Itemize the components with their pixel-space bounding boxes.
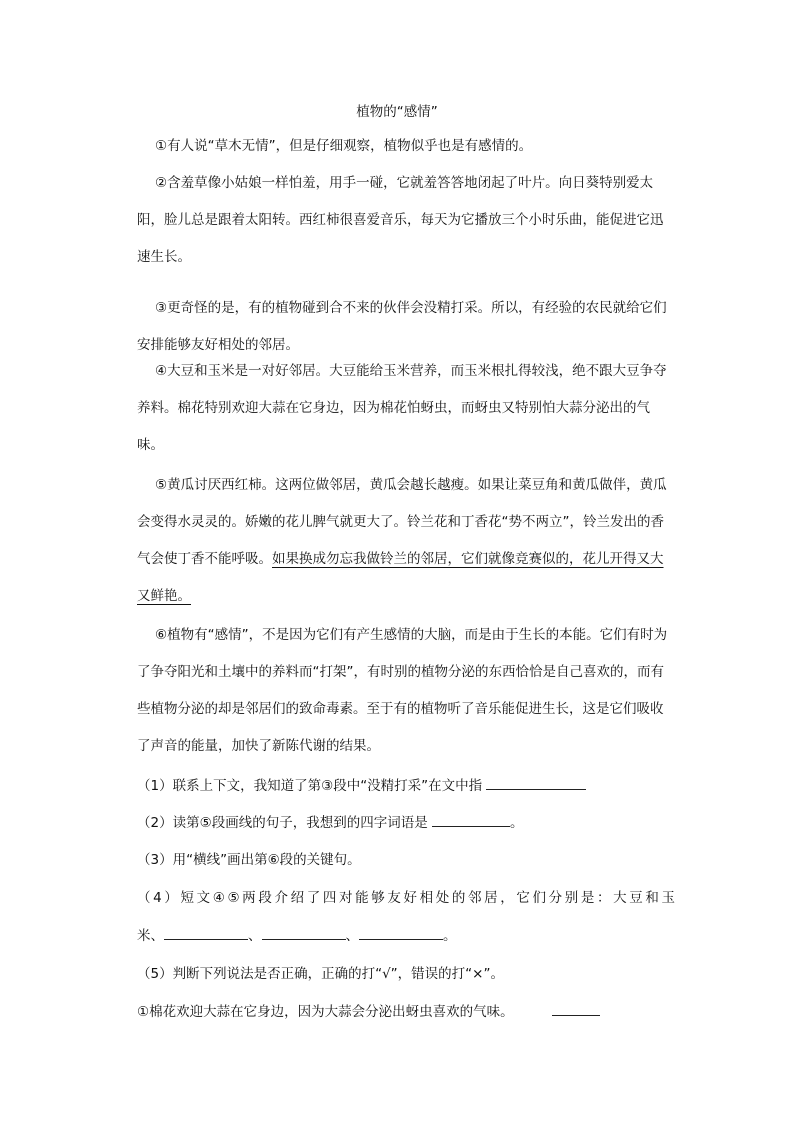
answer-blank-5-1[interactable] <box>552 1003 600 1016</box>
paragraph-6: ⑥植物有“感情”，不是因为它们有产生感情的大脑，而是由于生长的本能。它们有时为了争夺阳光和土壤中的养料而“打架”，有时别的植物分泌的东西恰恰是自己喜欢的，而有些植物分泌的却是邻居们的致命毒素。至于有的植物听了音乐能促进生长，这是它们吸收了声音的能量，加快了新陈代谢的结果。 <box>137 627 668 754</box>
paragraph-5 <box>137 467 675 615</box>
answer-blank-4a[interactable] <box>164 927 248 940</box>
answer-blank-4b[interactable] <box>262 927 346 940</box>
paragraph-4: ④大豆和玉米是一对好邻居。大豆能给玉米营养，而玉米根扎得较浅，绝不跟大豆争夺养料。棉花特别欢迎大蒜在它身边，因为棉花怕蚜虫，而蚜虫又特别怕大蒜分泌出的气味。 <box>137 363 667 453</box>
question-4-start: 米、 <box>137 928 164 944</box>
paragraph-1: ①有人说“草木无情”，但是仔细观察，植物似乎也是有感情的。 <box>155 138 533 154</box>
question-5-item-1 <box>137 994 675 1031</box>
question-2 <box>137 805 675 842</box>
paragraph-3: ③更奇怪的是，有的植物碰到合不来的伙伴会没精打采。所以，有经验的农民就给它们安排能够友好相处的邻居。 <box>137 300 667 353</box>
question-5: （5）判断下列说法是否正确，正确的打“√”，错误的打“×”。 <box>137 966 504 982</box>
paragraph-5-underlined-sentence: 如果换成勿忘我做铃兰的邻居，它们就像竞赛似的，花儿开得又大又鲜艳。 <box>137 551 664 604</box>
question-1 <box>137 768 675 805</box>
question-2-end: 。 <box>510 815 524 831</box>
separator: 、 <box>345 928 359 944</box>
question-3: （3）用“横线”画出第⑥段的关键句。 <box>137 852 361 868</box>
paragraph-5-text: ⑤黄瓜讨厌西红柿。这两位做邻居，黄瓜会越长越瘦。如果让菜豆角和黄瓜做伴，黄瓜会变得水灵灵的。娇嫩的花儿脾气就更大了。铃兰花和丁香花“势不两立”，铃兰发出的香气会使丁香不能呼吸。 <box>137 477 667 567</box>
answer-blank-4c[interactable] <box>359 927 443 940</box>
question-5-item-1-text: ①棉花欢迎大蒜在它身边，因为大蒜会分泌出蚜虫喜欢的气味。 <box>137 1004 514 1020</box>
paragraph-2: ②含羞草像小姑娘一样怕羞，用手一碰，它就羞答答地闭起了叶片。向日葵特别爱太阳，脸儿总是跟着太阳转。西红柿很喜爱音乐，每天为它播放三个小时乐曲，能促进它迅速生长。 <box>137 175 664 265</box>
answer-blank-2[interactable] <box>432 814 510 827</box>
question-4-line-1: （4）短文④⑤两段介绍了四对能够友好相处的邻居，它们分别是：大豆和玉 <box>137 890 675 906</box>
question-1-text: （1）联系上下文，我知道了第③段中“没精打采”在文中指 <box>137 778 483 794</box>
question-4-end: 。 <box>443 928 457 944</box>
article-title: 植物的“感情” <box>356 104 438 120</box>
answer-blank-1[interactable] <box>486 777 586 790</box>
question-4-line-2 <box>137 918 675 955</box>
separator: 、 <box>248 928 262 944</box>
question-2-text: （2）读第⑤段画线的句子，我想到的四字词语是 <box>137 815 428 831</box>
